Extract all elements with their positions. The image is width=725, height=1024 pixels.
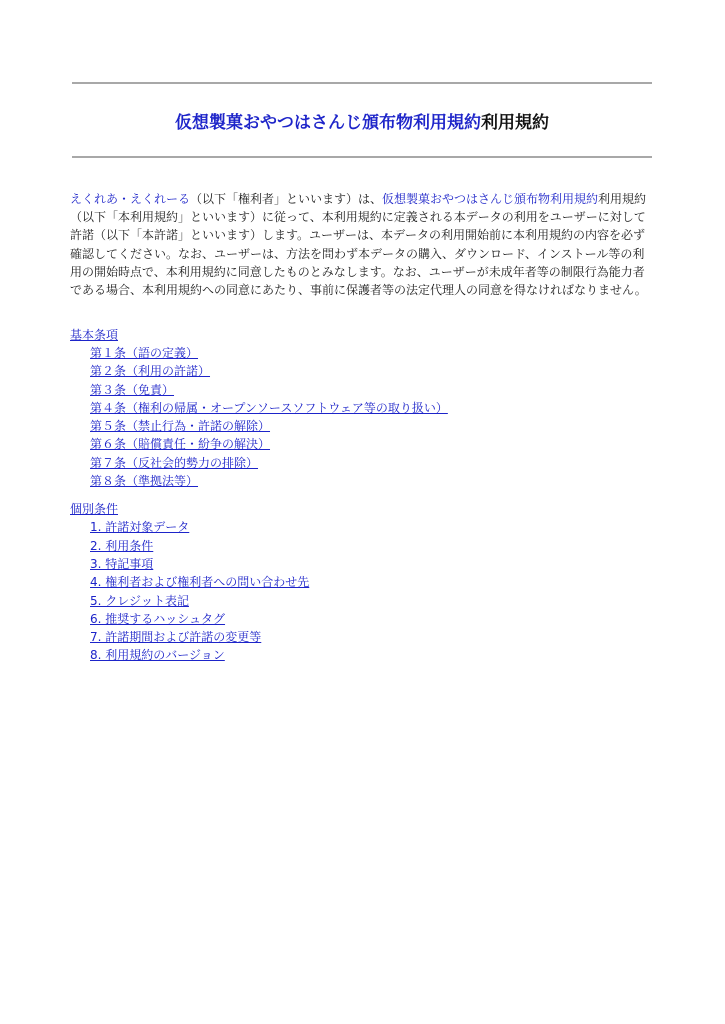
article-5-link[interactable]: 第５条（禁止行為・許諾の解除） <box>90 419 271 434</box>
condition-8-link[interactable]: 8. 利用規約のバージョン <box>90 648 225 663</box>
article-8-link[interactable]: 第８条（準拠法等） <box>90 474 199 489</box>
article-4-link[interactable]: 第４条（権利の帰属・オープンソースソフトウェア等の取り扱い） <box>90 400 448 415</box>
toc-individual-section <box>70 500 630 518</box>
condition-6-link[interactable]: 6. 推奨するハッシュタグ <box>90 611 226 626</box>
toc-individual-item <box>90 592 630 610</box>
toc-individual-item <box>90 646 630 664</box>
toc-basic-item <box>90 362 630 380</box>
toc-basic-item <box>90 344 630 362</box>
condition-2-link[interactable]: 2. 利用条件 <box>90 538 154 553</box>
condition-7-link[interactable]: 7. 許諾期間および許諾の変更等 <box>90 630 262 645</box>
toc-basic-heading-link[interactable]: 基本条項 <box>70 328 119 342</box>
article-7-link[interactable]: 第７条（反社会的勢力の排除） <box>90 455 259 470</box>
toc-individual-list <box>70 518 630 664</box>
toc-basic-item <box>90 417 630 435</box>
article-6-link[interactable]: 第６条（賠償責任・紛争の解決） <box>90 437 271 452</box>
page-title-suffix: 利用規約 <box>481 113 549 133</box>
toc-individual-heading-link[interactable]: 個別条件 <box>70 502 119 517</box>
toc-basic-item <box>90 381 630 399</box>
toc-individual-item <box>90 610 630 628</box>
toc-basic-item <box>90 399 630 417</box>
condition-3-link[interactable]: 3. 特記事項 <box>90 556 154 571</box>
page-title <box>72 108 652 133</box>
top-divider <box>72 82 652 84</box>
article-1-link[interactable]: 第１条（語の定義） <box>90 346 199 360</box>
toc-basic-item <box>90 472 630 490</box>
article-3-link[interactable]: 第３条（免責） <box>90 382 175 397</box>
toc-individual-item <box>90 555 630 573</box>
toc-individual-item <box>90 537 630 555</box>
toc-individual-item <box>90 628 630 646</box>
condition-4-link[interactable]: 4. 権利者および権利者への問い合わせ先 <box>90 575 310 590</box>
toc-basic-section <box>70 326 630 344</box>
toc-basic-item <box>90 435 630 453</box>
condition-1-link[interactable]: 1. 許諾対象データ <box>90 520 190 535</box>
article-2-link[interactable]: 第２条（利用の許諾） <box>90 364 211 379</box>
bottom-divider <box>72 156 652 158</box>
terms-name: 仮想製菓おやつはさんじ頒布物利用規約 <box>382 192 599 206</box>
intro-text-1: （以下「権利者」といいます）は、 <box>190 192 383 206</box>
condition-5-link[interactable]: 5. クレジット表記 <box>90 593 189 608</box>
intro-paragraph <box>70 190 655 299</box>
toc-basic-item <box>90 454 630 472</box>
page-title-accent: 仮想製菓おやつはさんじ頒布物利用規約 <box>175 113 481 133</box>
table-of-contents <box>70 326 630 665</box>
toc-basic-list <box>70 344 630 490</box>
toc-individual-item <box>90 518 630 536</box>
toc-individual-item <box>90 573 630 591</box>
intro-text-2: 利用規約（以下「本利用規約」といいます）に従って、本利用規約に定義される本データの利用をユーザーに対して許諾（以下「本許諾」といいます）します。ユーザーは、本データの利用開始前に本利用規約の内容を必ず確認してください。なお、ユーザーは、方法を問わず本データの購入、ダウンロード、インストール等の利用の開始時点で、本利用規約に同意したものとみなします。なお、ユーザーが未成年者等の制限行為能力者である場合、本利用規約への同意にあたり、事前に保護者等の法定代理人の同意を得なければなりません。 <box>70 192 647 298</box>
licensor-name: えくれあ・えくれーる <box>70 192 191 206</box>
